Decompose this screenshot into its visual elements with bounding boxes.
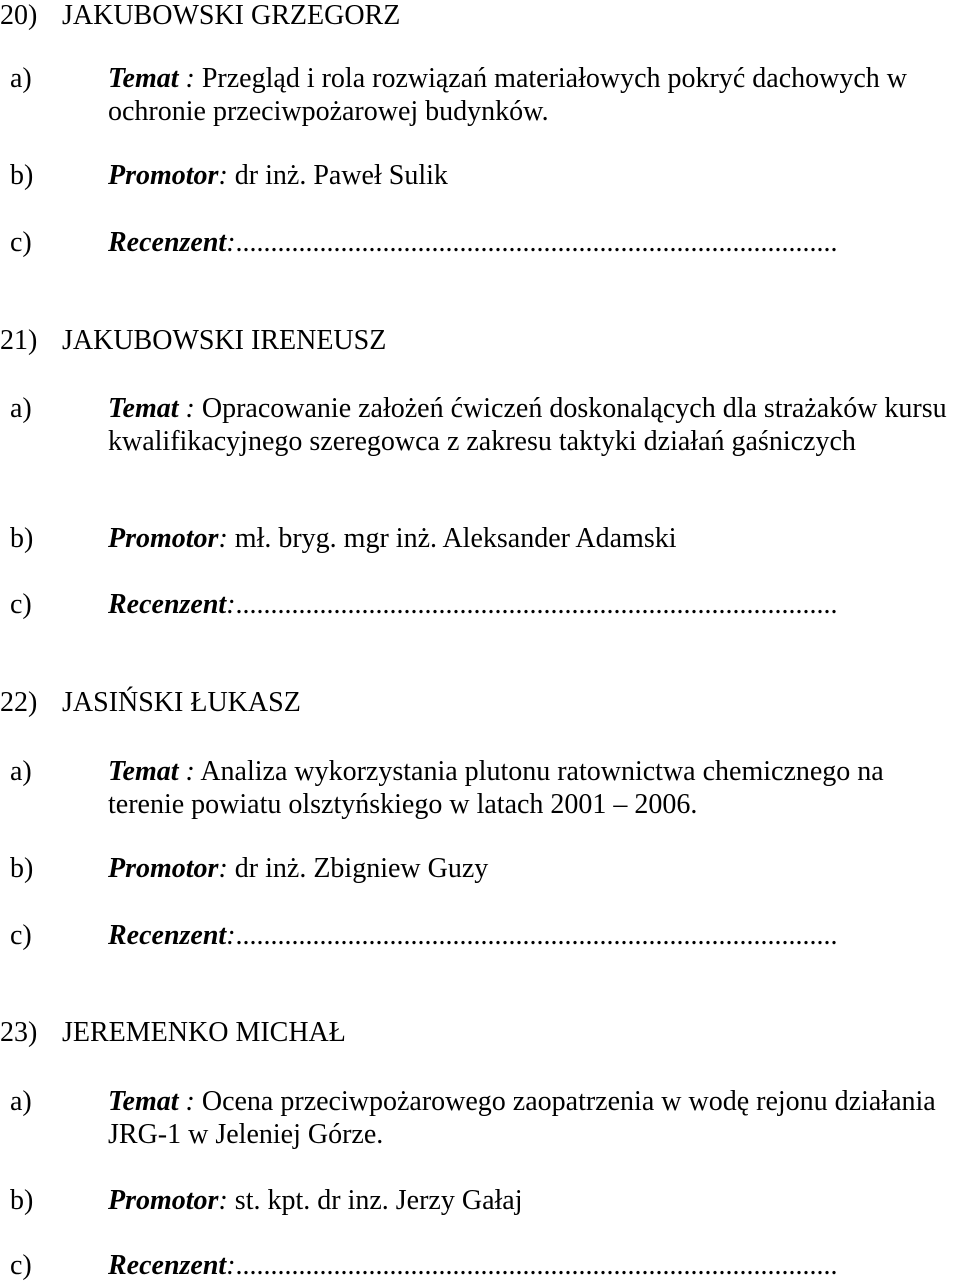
temat-text: Opracowanie założeń ćwiczeń doskonalących dla strażaków kursu kwalifikacyjnego szeregowca z zakresu taktyki działań gaśniczych — [108, 393, 947, 457]
entry-number: 21) — [0, 325, 38, 356]
temat-colon: : — [178, 63, 195, 94]
temat-text: Analiza wykorzystania plutonu ratownictwa chemicznego na terenie powiatu olsztyńskiego w latach 2001 – 2006. — [108, 756, 884, 820]
recenzent-colon: : — [226, 227, 236, 258]
item-letter: b) — [10, 1185, 34, 1216]
recenzent-dots: ...................................................................................... — [235, 1250, 838, 1281]
promotor-body — [108, 1184, 960, 1217]
recenzent-colon: : — [226, 1250, 236, 1281]
promotor-body — [108, 852, 960, 885]
temat-text: Ocena przeciwpożarowego zaopatrzenia w wodę rejonu działania JRG-1 w Jeleniej Górze. — [108, 1086, 936, 1150]
entry-heading — [0, 1017, 346, 1049]
promotor-label: Promotor — [108, 160, 219, 191]
promotor-text: mł. bryg. mgr inż. Aleksander Adamski — [227, 523, 677, 554]
temat-body — [108, 755, 960, 821]
recenzent-colon: : — [226, 589, 236, 620]
temat-label: Temat — [108, 393, 179, 424]
recenzent-body — [108, 588, 960, 621]
recenzent-body — [108, 1249, 960, 1282]
entry-heading — [0, 325, 386, 357]
promotor-colon: : — [218, 1185, 228, 1216]
item-letter: c) — [10, 227, 32, 258]
promotor-text: st. kpt. dr inz. Jerzy Gałaj — [227, 1185, 523, 1216]
promotor-label: Promotor — [108, 1185, 219, 1216]
promotor-text: dr inż. Paweł Sulik — [227, 160, 448, 191]
item-letter: c) — [10, 589, 32, 620]
temat-body — [108, 392, 960, 458]
temat-label: Temat — [108, 63, 179, 94]
item-letter: b) — [10, 853, 34, 884]
temat-label: Temat — [108, 756, 179, 787]
item-letter: b) — [10, 160, 34, 191]
recenzent-label: Recenzent — [108, 589, 227, 620]
entry-heading — [0, 0, 400, 32]
item-letter: a) — [10, 393, 32, 424]
temat-body — [108, 1085, 960, 1151]
recenzent-dots: ...................................................................................... — [235, 920, 838, 951]
temat-colon: : — [178, 1086, 195, 1117]
item-letter: a) — [10, 756, 32, 787]
temat-text: Przegląd i rola rozwiązań materiałowych pokryć dachowych w ochronie przeciwpożarowej budynków. — [108, 63, 908, 127]
student-name: JASIŃSKI ŁUKASZ — [62, 687, 301, 718]
student-name: JEREMENKO MICHAŁ — [62, 1017, 346, 1048]
promotor-body — [108, 522, 960, 555]
item-letter: c) — [10, 920, 32, 951]
entry-heading — [0, 687, 301, 719]
temat-colon: : — [178, 756, 195, 787]
promotor-colon: : — [218, 160, 228, 191]
entry-number: 22) — [0, 687, 38, 718]
recenzent-label: Recenzent — [108, 227, 227, 258]
entry-number: 23) — [0, 1017, 38, 1048]
promotor-text: dr inż. Zbigniew Guzy — [227, 853, 489, 884]
recenzent-dots: ...................................................................................... — [235, 589, 838, 620]
recenzent-label: Recenzent — [108, 1250, 227, 1281]
promotor-colon: : — [218, 523, 228, 554]
item-letter: a) — [10, 1086, 32, 1117]
promotor-body — [108, 159, 960, 192]
item-letter: a) — [10, 63, 32, 94]
student-name: JAKUBOWSKI IRENEUSZ — [62, 325, 387, 356]
promotor-colon: : — [218, 853, 228, 884]
temat-label: Temat — [108, 1086, 179, 1117]
item-letter: c) — [10, 1250, 32, 1281]
item-letter: b) — [10, 523, 34, 554]
student-name: JAKUBOWSKI GRZEGORZ — [62, 0, 401, 31]
recenzent-dots: ...................................................................................... — [235, 227, 838, 258]
promotor-label: Promotor — [108, 853, 219, 884]
recenzent-label: Recenzent — [108, 920, 227, 951]
promotor-label: Promotor — [108, 523, 219, 554]
entry-number: 20) — [0, 0, 38, 31]
recenzent-colon: : — [226, 920, 236, 951]
temat-colon: : — [178, 393, 195, 424]
recenzent-body — [108, 919, 960, 952]
recenzent-body — [108, 226, 960, 259]
temat-body — [108, 62, 960, 128]
